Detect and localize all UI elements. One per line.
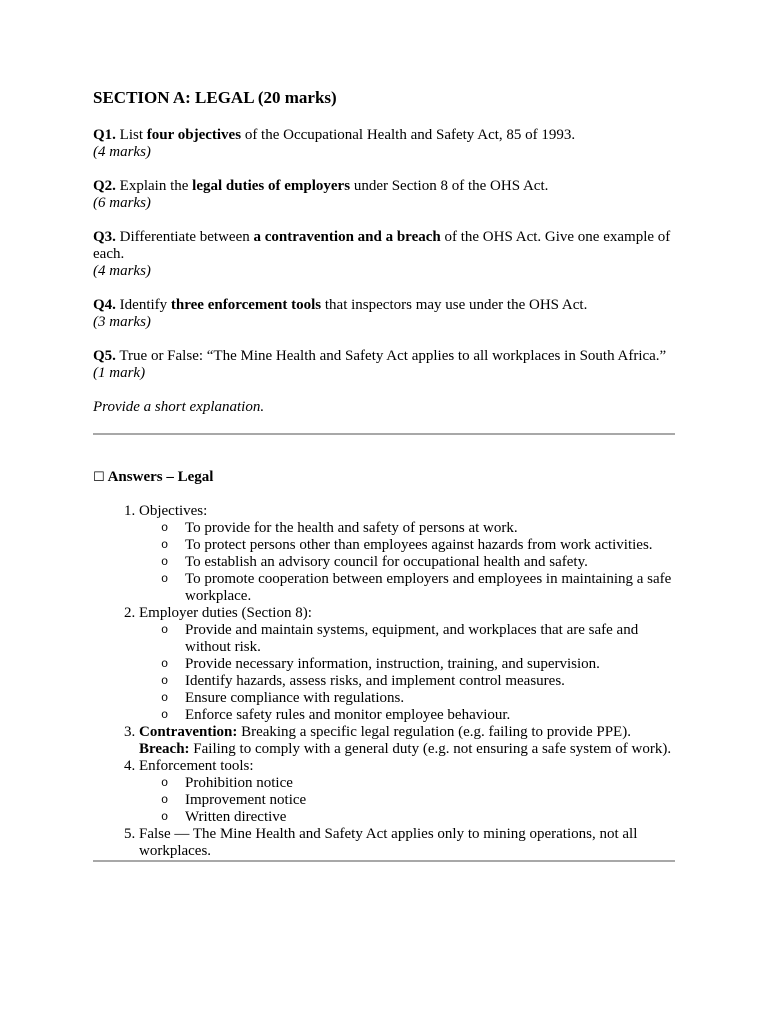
- answer-item: 3. Contravention: Breaking a specific legal regulation (e.g. failing to provide PPE). Breach: Failing to comply with a general duty (e.g. not ensuring a safe system of work).: [139, 724, 675, 758]
- question-marks: (4 marks): [93, 144, 151, 160]
- question-number: Q2.: [93, 178, 116, 194]
- question-3: [93, 229, 675, 280]
- answers-heading: ☐ Answers – Legal: [93, 469, 214, 485]
- question-text: Q2. Explain the legal duties of employers under Section 8 of the OHS Act.: [93, 178, 549, 194]
- document-page: [93, 88, 675, 862]
- answer-item: 2. Employer duties (Section 8): o Provide and maintain systems, equipment, and workplaces that are safe and without risk. o Provide necessary information, instruction, training, and supervision. o Identify hazards, assess risks, and implement control measures. o Ensure compliance with regulations. o Enforce safety rules and monitor employee behaviour.: [139, 605, 675, 724]
- list-item: o To promote cooperation between employers and employees in maintaining a safe workplace.: [185, 571, 675, 605]
- question-text: Q3. Differentiate between a contravention and a breach of the OHS Act. Give one example of each.: [93, 229, 671, 262]
- answers-list: [93, 503, 675, 860]
- question-number: Q3.: [93, 229, 116, 245]
- answer-item: 4. Enforcement tools: o Prohibition notice o Improvement notice o Written directive: [139, 758, 675, 826]
- question-marks: (3 marks): [93, 314, 151, 330]
- question-number: Q4.: [93, 297, 116, 313]
- question-text: Q4. Identify three enforcement tools that inspectors may use under the OHS Act.: [93, 297, 588, 313]
- section-title: SECTION A: LEGAL (20 marks): [93, 88, 337, 107]
- list-item: o Provide and maintain systems, equipment, and workplaces that are safe and without risk.: [185, 622, 675, 656]
- question-text: Q1. List four objectives of the Occupational Health and Safety Act, 85 of 1993.: [93, 127, 576, 143]
- answer-item: 1. Objectives: o To provide for the health and safety of persons at work. o To protect persons other than employees against hazards from work activities. o To establish an advisory council for occupational health and safety. o To promote cooperation between employers and employees in maintaining a safe workplace.: [139, 503, 675, 605]
- list-item: o Identify hazards, assess risks, and implement control measures.: [185, 673, 675, 690]
- question-4: [93, 297, 675, 331]
- question-1: [93, 127, 675, 161]
- question-number: Q1.: [93, 127, 116, 143]
- divider: [93, 860, 675, 862]
- list-item: o To protect persons other than employees against hazards from work activities.: [185, 537, 675, 554]
- question-text: Q5. True or False: “The Mine Health and Safety Act applies to all workplaces in South Africa.”: [93, 348, 667, 364]
- question-marks: (6 marks): [93, 195, 151, 211]
- answer-sublist: [139, 622, 675, 724]
- question-number: Q5.: [93, 348, 116, 364]
- instruction-note: Provide a short explanation.: [93, 399, 265, 415]
- answer-sublist: [139, 520, 675, 605]
- question-2: [93, 178, 675, 212]
- answer-sublist: [139, 775, 675, 826]
- list-item: o Prohibition notice: [185, 775, 675, 792]
- checkbox-icon: ☐: [93, 470, 105, 485]
- list-item: o To provide for the health and safety of persons at work.: [185, 520, 675, 537]
- question-marks: (1 mark): [93, 365, 146, 381]
- question-5: [93, 348, 675, 382]
- list-item: o Written directive: [185, 809, 675, 826]
- question-marks: (4 marks): [93, 263, 151, 279]
- list-item: o Improvement notice: [185, 792, 675, 809]
- list-item: o Ensure compliance with regulations.: [185, 690, 675, 707]
- list-item: o To establish an advisory council for occupational health and safety.: [185, 554, 675, 571]
- list-item: o Provide necessary information, instruction, training, and supervision.: [185, 656, 675, 673]
- list-item: o Enforce safety rules and monitor employee behaviour.: [185, 707, 675, 724]
- divider: [93, 433, 675, 435]
- answer-item: 5. False — The Mine Health and Safety Act applies only to mining operations, not all workplaces.: [139, 826, 675, 860]
